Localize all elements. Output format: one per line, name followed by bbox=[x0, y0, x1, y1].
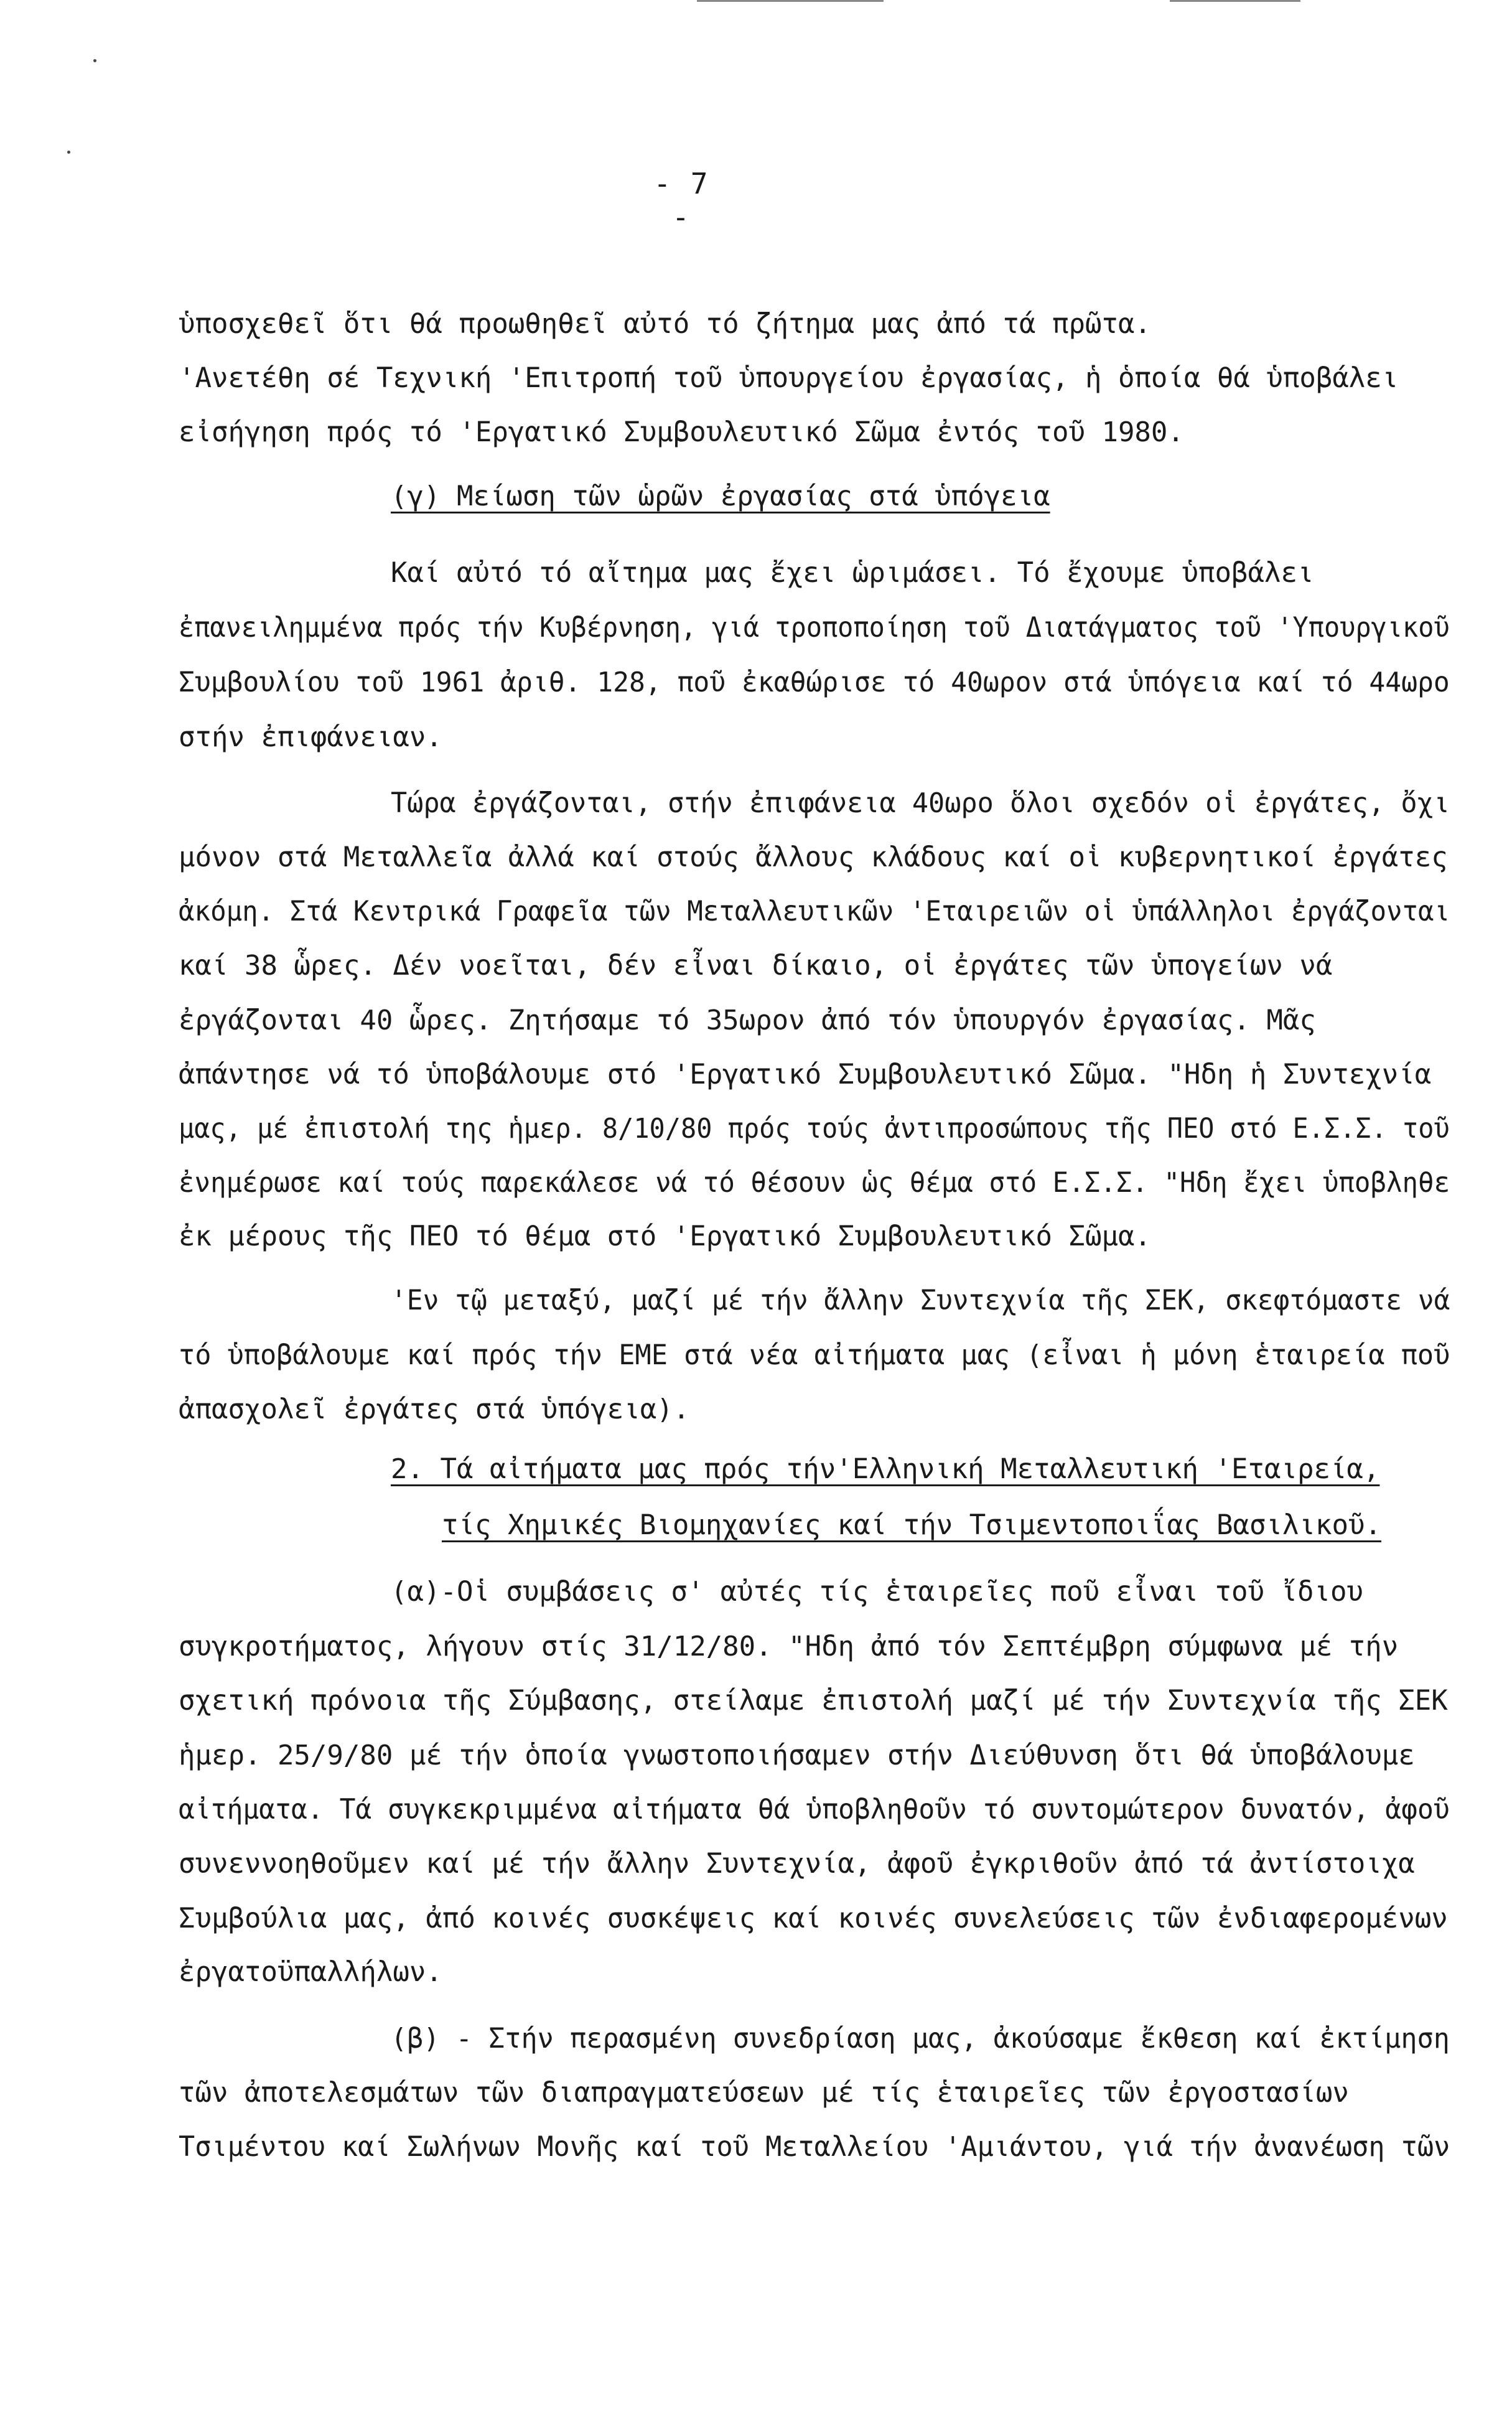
section-heading: τίς Χημικές Βιομηχανίες καί τήν Τσιμεντοποιΐας Βασιλικοῦ. bbox=[442, 1509, 1381, 1541]
text-line: ὑποσχεθεῖ ὅτι θά προωθηθεῖ αὐτό τό ζήτημα μας ἀπό τά πρῶτα. bbox=[179, 308, 1151, 340]
text-line: 'Ανετέθη σέ Τεχνική 'Επιτροπή τοῦ ὑπουργείου ἐργασίας, ἡ ὁποία θά ὑποβάλει bbox=[179, 362, 1399, 394]
top-edge-mark bbox=[1170, 0, 1300, 2]
text-line: ἡμερ. 25/9/80 μέ τήν ὁποία γνωστοποιήσαμεν στήν Διεύθυνση ὅτι θά ὑποβάλουμε bbox=[179, 1740, 1415, 1771]
text-line: ἀπάντησε νά τό ὑποβάλουμε στό 'Εργατικό Συμβουλευτικό Σῶμα. "Ηδη ἡ Συντεχνία bbox=[179, 1059, 1432, 1090]
text-line: στήν ἐπιφάνειαν. bbox=[179, 721, 442, 753]
text-line: Τσιμέντου καί Σωλήνων Μονῆς καί τοῦ Μεταλλείου 'Αμιάντου, γιά τήν ἀνανέωση τῶν bbox=[179, 2131, 1450, 2163]
scan-speck bbox=[67, 151, 70, 154]
text-line: μας, μέ ἐπιστολή της ἡμερ. 8/10/80 πρός τούς ἀντιπροσώπους τῆς ΠΕΟ στό Ε.Σ.Σ. τοῦ bbox=[179, 1113, 1450, 1145]
text-line: ἐργατοϋπαλλήλων. bbox=[179, 1956, 442, 1988]
text-line: καί 38 ὧρες. Δέν νοεῖται, δέν εἶναι δίκαιο, οἱ ἐργάτες τῶν ὑπογείων νά bbox=[179, 950, 1333, 982]
text-line: ἐργάζονται 40 ὧρες. Ζητήσαμε τό 35ωρον ἀπό τόν ὑπουργόν ἐργασίας. Μᾶς bbox=[179, 1005, 1316, 1036]
text-line: ἐνημέρωσε καί τούς παρεκάλεσε νά τό θέσουν ὡς θέμα στό Ε.Σ.Σ. "Ηδη ἔχει ὑποβληθε bbox=[179, 1167, 1450, 1199]
text-line: εἰσήγηση πρός τό 'Εργατικό Συμβουλευτικό Σῶμα ἐντός τοῦ 1980. bbox=[179, 416, 1184, 448]
section-heading: (γ) Μείωση τῶν ὡρῶν ἐργασίας στά ὑπόγεια bbox=[391, 480, 1050, 512]
text-line: 'Εν τῷ μεταξύ, μαζί μέ τήν ἄλλην Συντεχνία τῆς ΣΕΚ, σκεφτόμαστε νά bbox=[391, 1285, 1450, 1316]
text-line: Συμβουλίου τοῦ 1961 ἀριθ. 128, ποῦ ἐκαθώρισε τό 40ωρον στά ὑπόγεια καί τό 44ωρο bbox=[179, 667, 1450, 698]
text-line: Συμβούλια μας, ἀπό κοινές συσκέψεις καί κοινές συνελεύσεις τῶν ἐνδιαφερομένων bbox=[179, 1903, 1448, 1934]
text-line: συνεννοηθοῦμεν καί μέ τήν ἄλλην Συντεχνία, ἀφοῦ ἐγκριθοῦν ἀπό τά ἀντίστοιχα bbox=[179, 1848, 1415, 1880]
text-line: σχετική πρόνοια τῆς Σύμβασης, στείλαμε ἐπιστολή μαζί μέ τήν Συντεχνία τῆς ΣΕΚ bbox=[179, 1685, 1448, 1717]
text-line: Καί αὐτό τό αἴτημα μας ἔχει ὡριμάσει. Τό ἔχουμε ὑποβάλει bbox=[391, 557, 1314, 589]
top-edge-mark bbox=[697, 0, 884, 2]
page-number: - 7 - bbox=[653, 167, 709, 234]
text-line: τό ὑποβάλουμε καί πρός τήν ΕΜΕ στά νέα αἰτήματα μας (εἶναι ἡ μόνη ἑταιρεία ποῦ bbox=[179, 1339, 1450, 1371]
text-line: αἰτήματα. Τά συγκεκριμμένα αἰτήματα θά ὑποβληθοῦν τό συντομώτερον δυνατόν, ἀφοῦ bbox=[179, 1794, 1450, 1825]
text-line: (α)-Οἱ συμβάσεις σ' αὐτές τίς ἑταιρεῖες ποῦ εἶναι τοῦ ἴδιου bbox=[391, 1576, 1363, 1608]
text-line: Τώρα ἐργάζονται, στήν ἐπιφάνεια 40ωρο ὅλοι σχεδόν οἱ ἐργάτες, ὄχι bbox=[391, 787, 1450, 819]
text-line: μόνον στά Μεταλλεῖα ἀλλά καί στούς ἄλλους κλάδους καί οἱ κυβερνητικοί ἐργάτες bbox=[179, 841, 1448, 873]
text-line: ἐκ μέρους τῆς ΠΕΟ τό θέμα στό 'Εργατικό Συμβουλευτικό Σῶμα. bbox=[179, 1221, 1151, 1252]
scan-speck bbox=[93, 59, 96, 62]
text-line: (β) - Στήν περασμένη συνεδρίαση μας, ἀκούσαμε ἔκθεση καί ἐκτίμηση bbox=[391, 2023, 1450, 2055]
text-line: ἀκόμη. Στά Κεντρικά Γραφεῖα τῶν Μεταλλευτικῶν 'Εταιρειῶν οἱ ὑπάλληλοι ἐργάζονται bbox=[179, 896, 1450, 927]
text-line: τῶν ἀποτελεσμάτων τῶν διαπραγματεύσεων μέ τίς ἑταιρεῖες τῶν ἐργοστασίων bbox=[179, 2077, 1349, 2109]
text-line: ἀπασχολεῖ ἐργάτες στά ὑπόγεια). bbox=[179, 1394, 690, 1425]
section-heading: 2. Τά αἰτήματα μας πρός τήν'Ελληνική Μεταλλευτική 'Εταιρεία, bbox=[391, 1453, 1380, 1485]
text-line: ἐπανειλημμένα πρός τήν Κυβέρνηση, γιά τροποποίηση τοῦ Διατάγματος τοῦ 'Υπουργικοῦ bbox=[179, 612, 1450, 644]
text-line: συγκροτήματος, λήγουν στίς 31/12/80. "Ηδη ἀπό τόν Σεπτέμβρη σύμφωνα μέ τήν bbox=[179, 1631, 1399, 1662]
